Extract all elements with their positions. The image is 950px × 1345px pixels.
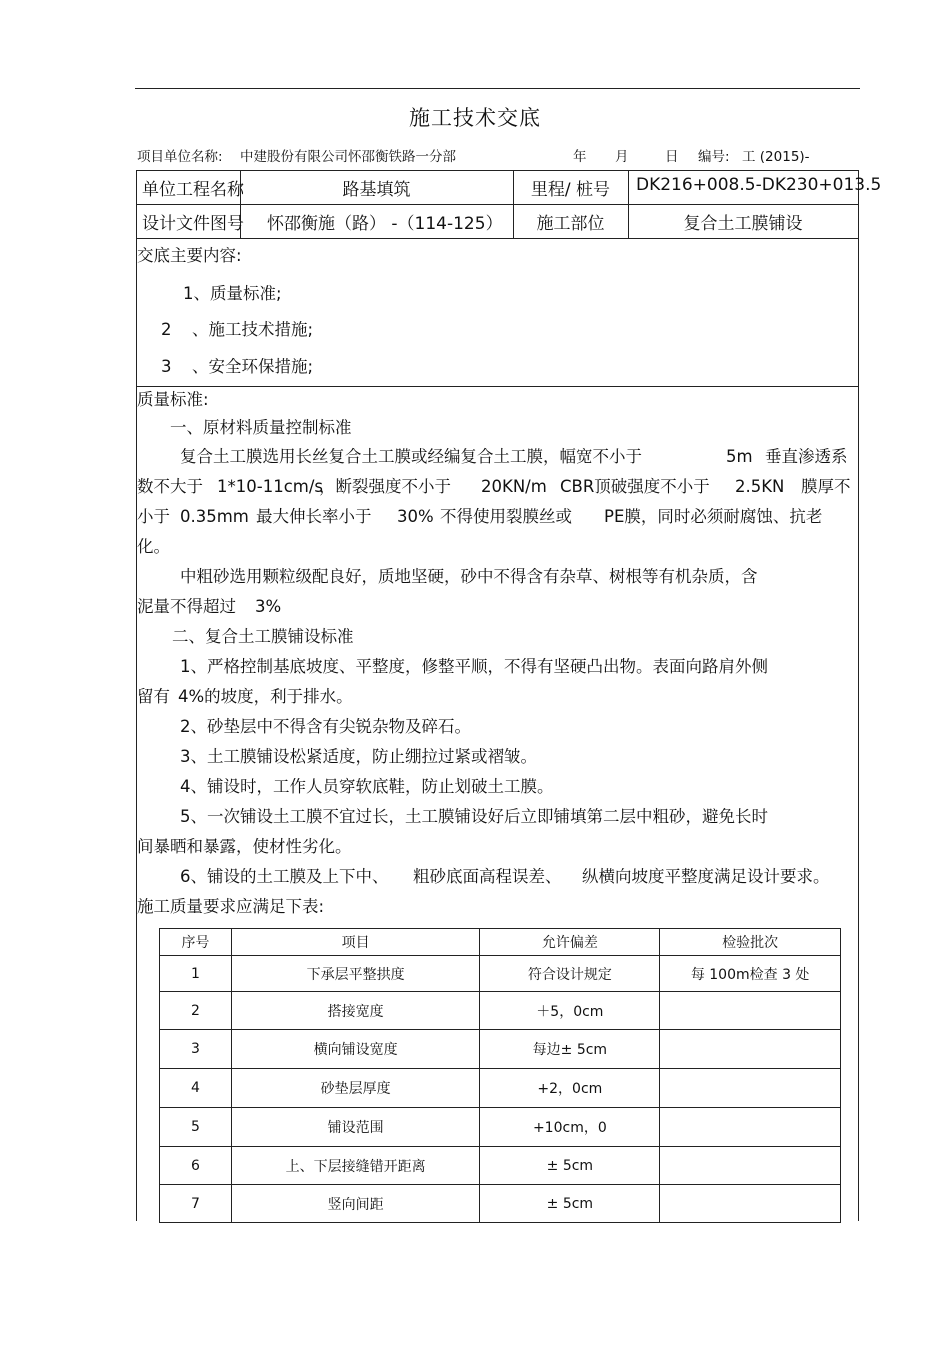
paragraph-text: 1*10-11cm/s: [217, 477, 323, 496]
design-doc-value: 怀邵衡施（路） -（114-125）: [267, 214, 503, 234]
paragraph-text: 5、一次铺设土工膜不宜过长，土工膜铺设好后立即铺填第二层中粗砂，避免长时: [180, 807, 768, 826]
paragraph-text: 20KN/m: [481, 477, 547, 496]
paragraph-text: 间暴晒和暴露，使材性劣化。: [137, 837, 352, 856]
table-cell: 1: [160, 956, 232, 992]
summary-item: 1、质量标准;: [183, 284, 282, 303]
table-row: [160, 992, 841, 1030]
paragraph-text: 复合土工膜选用长丝复合土工膜或经编复合土工膜，幅宽不小于: [180, 447, 642, 466]
table-cell: +10cm，0: [480, 1108, 660, 1147]
table-cell: 3: [160, 1030, 232, 1069]
table-cell: [660, 1185, 841, 1223]
header-row-divider: [136, 204, 858, 205]
table-row: [160, 1185, 841, 1223]
table-cell: +2，0cm: [480, 1069, 660, 1108]
table-cell: 上、下层接缝错开距离: [231, 1147, 480, 1185]
top-rule: [135, 88, 860, 89]
table-cell: [660, 1030, 841, 1069]
table-cell: ± 5cm: [480, 1147, 660, 1185]
paragraph-text: 垂直渗透系: [765, 447, 848, 466]
paragraph-text: 4%的坡度，利于排水。: [178, 687, 353, 706]
paragraph-text: 纵横向坡度平整度满足设计要求。: [582, 867, 830, 886]
paragraph-text: 施工质量要求应满足下表:: [137, 897, 325, 916]
table-cell: 每边± 5cm: [480, 1030, 660, 1069]
quality-heading: 质量标准:: [137, 390, 209, 409]
section-divider: [136, 386, 858, 387]
table-cell: 横向铺设宽度: [231, 1030, 480, 1069]
table-row: [160, 1108, 841, 1147]
summary-item-number: 3: [161, 357, 172, 376]
mileage-value: DK216+008.5-DK230+013.5: [636, 175, 882, 195]
table-cell: [660, 992, 841, 1030]
document-title: 施工技术交底: [409, 106, 541, 130]
code-value: 工 (2015)-: [742, 149, 810, 165]
unit-label: 项目单位名称:: [137, 149, 223, 165]
paragraph-text: 6、铺设的土工膜及上下中、: [180, 867, 389, 886]
table-row: [160, 956, 841, 992]
paragraph-text: 泥量不得超过: [137, 597, 236, 616]
paragraph-text: 小于: [137, 507, 170, 526]
quality-requirements-table: [159, 928, 841, 1223]
unit-project-label: 单位工程名称: [142, 180, 244, 200]
design-doc-label: 设计文件图号: [142, 214, 244, 234]
month-label: 月: [615, 149, 629, 165]
day-label: 日: [665, 149, 679, 165]
table-cell: 铺设范围: [231, 1108, 480, 1147]
paragraph-text: 5m: [726, 447, 753, 466]
table-row: [160, 1069, 841, 1108]
paragraph-text: 留有: [137, 687, 170, 706]
table-cell: 下承层平整拱度: [231, 956, 480, 992]
table-row: [160, 1030, 841, 1069]
paragraph-text: 粗砂底面高程误差、: [413, 867, 562, 886]
table-cell: ± 5cm: [480, 1185, 660, 1223]
table-cell: 6: [160, 1147, 232, 1185]
construction-part-label: 施工部位: [536, 214, 605, 234]
table-cell: 符合设计规定: [480, 956, 660, 992]
column-header-index: 序号: [160, 929, 232, 956]
column-header-item: 项目: [231, 929, 480, 956]
table-cell: 7: [160, 1185, 232, 1223]
year-label: 年: [573, 149, 587, 165]
paragraph-text: 数不大于: [137, 477, 203, 496]
summary-item-number: 2: [161, 320, 172, 339]
paragraph-text: 3%: [255, 597, 282, 616]
column-header-tolerance: 允许偏差: [480, 929, 660, 956]
column-header-inspection: 检验批次: [660, 929, 841, 956]
table-cell: 搭接宽度: [231, 992, 480, 1030]
header-row-divider: [136, 238, 858, 239]
paragraph-text: 0.35mm: [180, 507, 249, 526]
paragraph-text: 最大伸长率小于: [256, 507, 372, 526]
table-cell: 竖向间距: [231, 1185, 480, 1223]
mileage-label: 里程/ 桩号: [530, 180, 611, 200]
paragraph-text: 不得使用裂膜丝或: [440, 507, 572, 526]
table-row: [160, 1147, 841, 1185]
table-cell: [660, 1108, 841, 1147]
paragraph-text: CBR顶破强度不小于: [560, 477, 710, 496]
paragraph-text: 30%: [397, 507, 434, 526]
table-cell: [660, 1069, 841, 1108]
unit-value: 中建股份有限公司怀邵衡铁路一分部: [240, 149, 456, 165]
paragraph-text: 中粗砂选用颗粒级配良好，质地坚硬，砂中不得含有杂草、树根等有机杂质，含: [180, 567, 758, 586]
table-cell: 4: [160, 1069, 232, 1108]
section-heading: 一、原材料质量控制标准: [170, 418, 352, 437]
paragraph-text: PE膜，同时必须耐腐蚀、抗老: [604, 507, 823, 526]
summary-heading: 交底主要内容:: [137, 246, 242, 265]
paragraph-text: ，断裂强度不小于: [319, 477, 451, 496]
unit-project-value: 路基填筑: [342, 180, 411, 200]
paragraph-text: 膜厚不: [801, 477, 851, 496]
table-cell: ＋5，0cm: [480, 992, 660, 1030]
table-cell: 5: [160, 1108, 232, 1147]
table-cell: 每 100m检查 3 处: [660, 956, 841, 992]
paragraph-text: 化。: [137, 537, 170, 556]
paragraph-text: 3、土工膜铺设松紧适度，防止绷拉过紧或褶皱。: [180, 747, 537, 766]
table-cell: 砂垫层厚度: [231, 1069, 480, 1108]
paragraph-text: 2.5KN: [735, 477, 785, 496]
summary-item: 、安全环保措施;: [192, 357, 314, 376]
paragraph-text: 2、砂垫层中不得含有尖锐杂物及碎石。: [180, 717, 471, 736]
table-header-row: [160, 929, 841, 956]
table-cell: [660, 1147, 841, 1185]
summary-item: 、施工技术措施;: [192, 320, 314, 339]
construction-part-value: 复合土工膜铺设: [683, 214, 803, 234]
paragraph-text: 1、严格控制基底坡度、平整度，修整平顺，不得有坚硬凸出物。表面向路肩外侧: [180, 657, 768, 676]
paragraph-text: 4、铺设时，工作人员穿软底鞋，防止划破土工膜。: [180, 777, 554, 796]
table-cell: 2: [160, 992, 232, 1030]
code-label: 编号:: [698, 149, 730, 165]
section-heading: 二、复合土工膜铺设标准: [172, 627, 354, 646]
